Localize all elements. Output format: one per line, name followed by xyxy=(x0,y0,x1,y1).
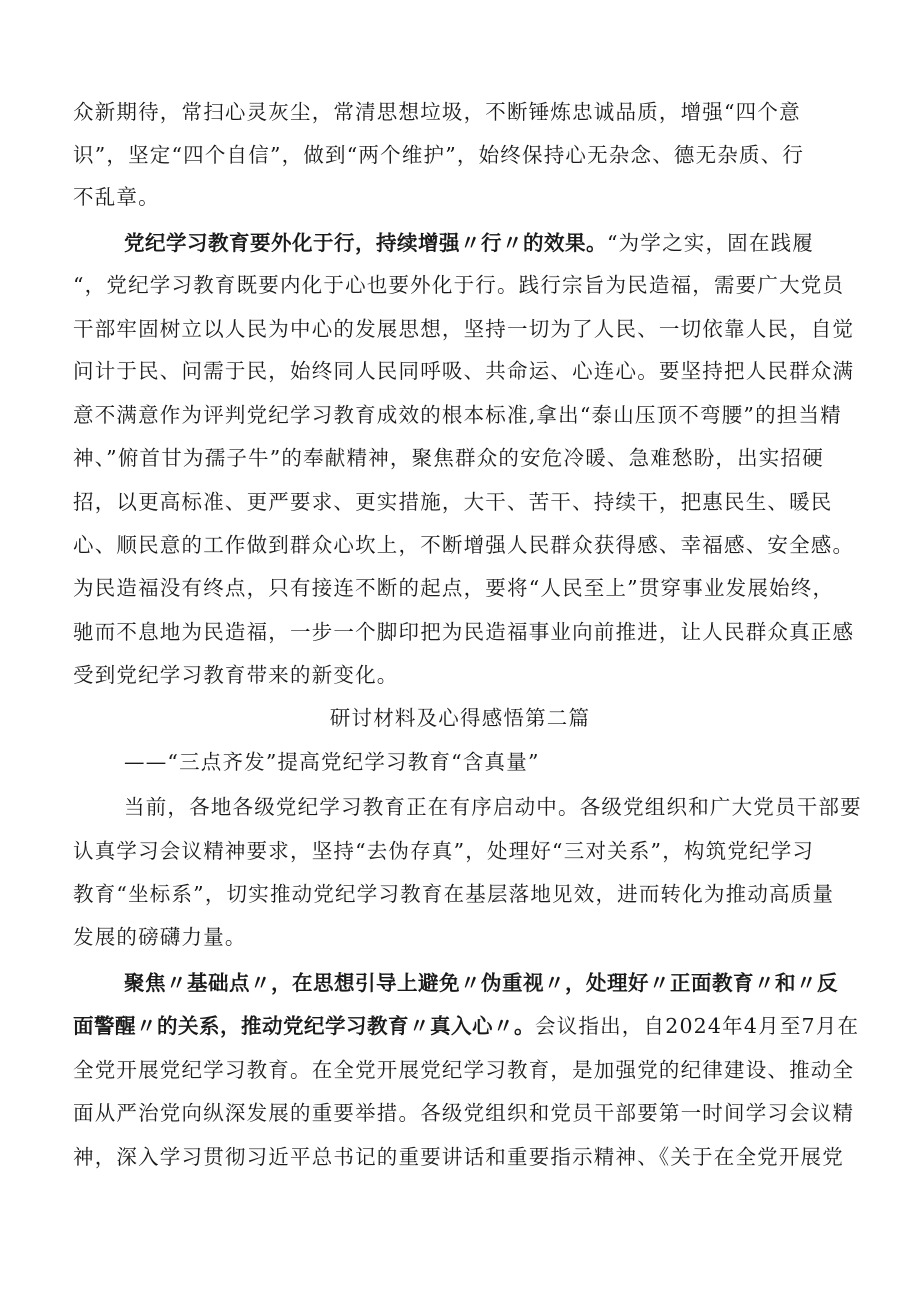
paragraph-line: 问计于民、问需于民，始终同人民同呼吸、共命运、心连心。要坚持把人民群众满 xyxy=(73,359,855,383)
paragraph-line xyxy=(124,968,838,998)
paragraph-line: 为民造福没有终点，只有接连不断的起点，要将“人民至上”贯穿事业发展始终， xyxy=(73,576,835,600)
paragraph-line: 认真学习会议精神要求，坚持“去伪存真”，处理好“三对关系”，构筑党纪学习 xyxy=(73,839,815,863)
paragraph-line: 教育“坐标系”，切实推动党纪学习教育在基层落地见效，进而转化为推动高质量 xyxy=(73,882,835,906)
paragraph-line: 不乱章。 xyxy=(73,185,160,209)
paragraph-line: 全党开展党纪学习教育。在全党开展党纪学习教育，是加强党的纪律建设、推动全 xyxy=(73,1058,855,1082)
paragraph-line: 面从严治党向纵深发展的重要举措。各级党组织和党员干部要第一时间学习会议精 xyxy=(73,1101,855,1125)
paragraph-line: “，党纪学习教育既要内化于心也要外化于行。践行宗旨为民造福，需要广大党员 xyxy=(73,273,845,297)
paragraph-line: 心、顺民意的工作做到群众心坎上，不断增强人民群众获得感、幸福感、安全感。 xyxy=(73,533,855,557)
paragraph-line: 当前，各地各级党纪学习教育正在有序启动中。各级党组织和广大党员干部要 xyxy=(124,795,862,819)
section-title: 研讨材料及心得感悟第二篇 xyxy=(329,706,591,730)
section-heading: 党纪学习教育要外化于行，持续增强〃行〃的效果。 xyxy=(124,231,607,255)
paragraph-line: 受到党纪学习教育带来的新变化。 xyxy=(73,663,399,687)
section-heading: 面警醒〃的关系，推动党纪学习教育〃真入心〃。 xyxy=(73,1014,535,1038)
paragraph-line: 干部牢固树立以人民为中心的发展思想，坚持一切为了人民、一切依靠人民，自觉 xyxy=(73,317,855,341)
paragraph-line: 众新期待，常扫心灵灰尘，常清思想垃圾，不断锤炼忠诚品质，增强“四个意 xyxy=(73,100,801,124)
paragraph-line: 识”，坚定“四个自信”，做到“两个维护”，始终保持心无杂念、德无杂质、行 xyxy=(73,143,805,167)
paragraph-line: 党纪学习教育要外化于行，持续增强〃行〃的效果。“为学之实，固在践履 xyxy=(124,231,814,255)
paragraph-line: 面警醒〃的关系，推动党纪学习教育〃真入心〃。会议指出，自2024年4月至7月在 xyxy=(73,1014,860,1038)
paragraph-line: 招，以更高标准、更严要求、更实措施，大干、苦干、持续干，把惠民生、暖民 xyxy=(73,490,833,514)
section-heading: 聚焦〃基础点〃，在思想引导上避免〃伪重视〃，处理好〃正面教育〃和〃反 xyxy=(124,971,838,995)
paragraph-line: 神，深入学习贯彻习近平总书记的重要讲话和重要指示精神、《关于在全党开展党 xyxy=(73,1145,844,1169)
paragraph-line: 意不满意作为评判党纪学习教育成效的根本标准,拿出“泰山压顶不弯腰”的担当精 xyxy=(73,403,842,427)
paragraph-line: 驰而不息地为民造福，一步一个脚印把为民造福事业向前推进，让人民群众真正感 xyxy=(73,620,855,644)
paragraph-line: 发展的磅礴力量。 xyxy=(73,925,247,949)
paragraph-line: 神、”俯首甘为孺子牛”的奉献精神，聚焦群众的安危冷暖、急难愁盼，出实招硬 xyxy=(73,446,824,470)
section-subtitle: ——“三点齐发”提高党纪学习教育“含真量” xyxy=(124,750,540,774)
